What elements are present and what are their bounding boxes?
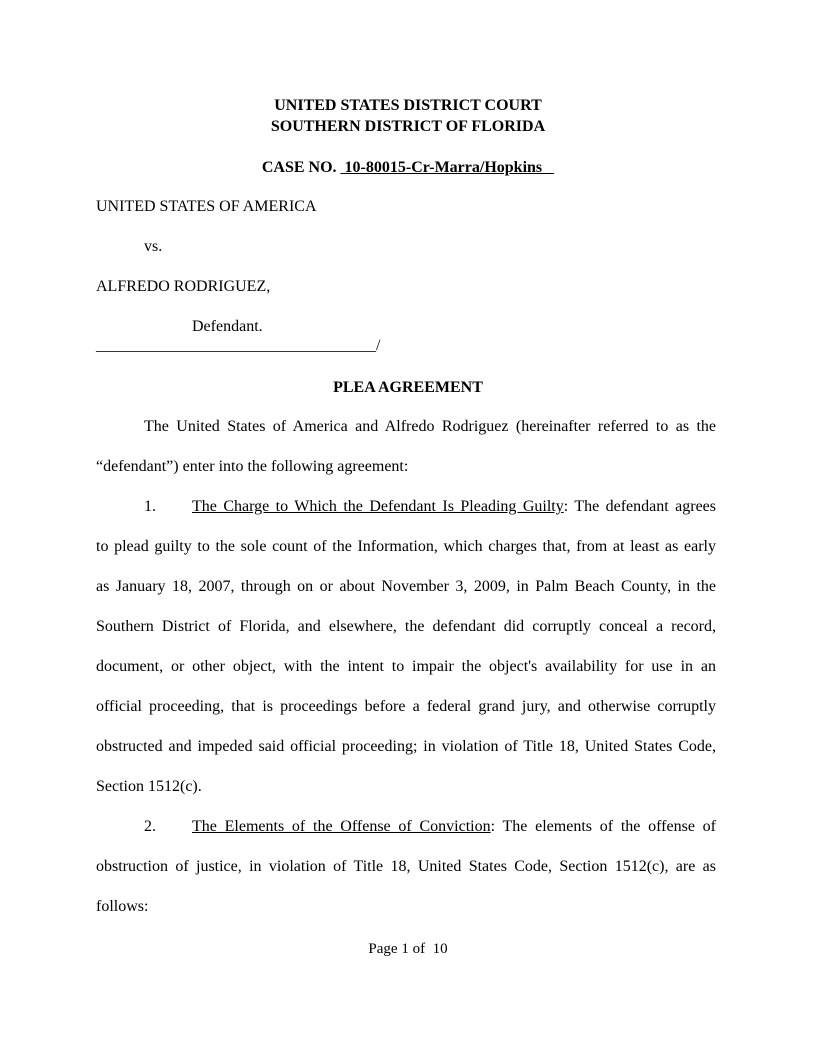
section1-number: 1. [144,498,156,515]
section1-lead: : The defendant agrees [563,498,716,515]
case-number-line [0,158,816,178]
caption-rule: ___________________________________/ [96,337,381,354]
case-number: 10-80015-Cr-Marra/Hopkins [340,159,555,176]
section2-heading: The Elements of the Offense of Conviction [192,818,491,835]
defendant-name: ALFREDO RODRIGUEZ, [96,278,271,295]
page-number: Page 1 of 10 [368,941,448,957]
section2-number: 2. [144,818,156,835]
section2-line: obstruction of justice, in violation of Title 18, United States Code, Section 1512(c), are as [96,858,716,875]
section2-lead: : The elements of the offense of [490,818,717,835]
section1-line: document, or other object, with the intent to impair the object's availability for use in an [96,658,716,675]
section1-line: obstructed and impeded said official proceeding; in violation of Title 18, United States Code, [96,738,716,755]
section1-first-line [192,497,716,517]
section1-line: as January 18, 2007, through on or about November 3, 2009, in Palm Beach County, in the [96,578,716,595]
court-name-line2: SOUTHERN DISTRICT OF FLORIDA [270,118,546,135]
section1-heading: The Charge to Which the Defendant Is Pleading Guilty [192,498,564,515]
section1-line: Southern District of Florida, and elsewhere, the defendant did corruptly conceal a record, [96,618,716,635]
intro-line-1: The United States of America and Alfredo Rodriguez (hereinafter referred to as the [144,418,716,435]
document-title: PLEA AGREEMENT [333,379,483,396]
section1-last-line: Section 1512(c). [96,778,202,795]
versus-text: vs. [144,238,163,255]
section2-first-line [192,817,716,837]
plaintiff-name: UNITED STATES OF AMERICA [96,198,317,215]
defendant-label: Defendant. [192,318,263,335]
section1-line: to plead guilty to the sole count of the Information, which charges that, from at least as early [96,538,716,555]
section2-last-line: follows: [96,898,149,915]
intro-line-2: “defendant”) enter into the following agreement: [96,458,409,475]
section1-line: official proceeding, that is proceedings before a federal grand jury, and otherwise corruptly [96,698,716,715]
case-label: CASE NO. [261,159,337,176]
court-name-line1: UNITED STATES DISTRICT COURT [274,97,542,114]
